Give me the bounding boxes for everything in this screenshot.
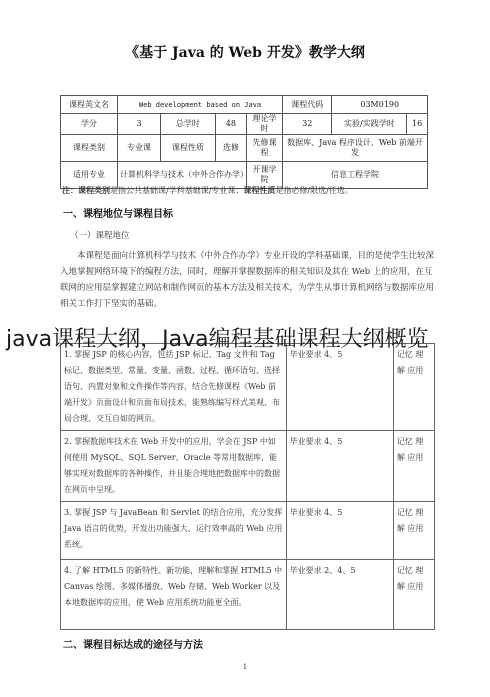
requirement-cell: 毕业要求 4、5 bbox=[286, 431, 393, 502]
table-row bbox=[61, 135, 428, 162]
goal-cell: 3. 掌握 JSP 与 JavaBean 和 Servlet 的结合应用，充分发挥 Java 语言的优势，开发出功能强大、运行效率高的 Web 应用系统。 bbox=[61, 502, 287, 560]
table-cell: 03M0190 bbox=[332, 96, 428, 114]
table-note bbox=[62, 185, 442, 196]
table-cell: 总学时 bbox=[160, 114, 215, 135]
table-cell: 先修课程 bbox=[247, 135, 283, 162]
level-cell: 记忆 理解 应用 bbox=[393, 560, 434, 630]
page-number: 1 bbox=[242, 663, 248, 671]
section-heading: 一、课程地位与课程目标 bbox=[63, 209, 173, 220]
table-cell: 实验/实践学时 bbox=[332, 114, 407, 135]
table-cell: 计算机科学与技术（中外合作办学） bbox=[118, 162, 247, 189]
table-cell: 课程代码 bbox=[283, 96, 332, 114]
goal-cell: 2. 掌握数据库技术在 Web 开发中的应用，学会在 JSP 中如何使用 MySQL、SQL Server、Oracle 等常用数据库，能够实现对数据库的各种操作，并且能合理地把数据库中的数据在网页中呈现。 bbox=[61, 431, 287, 502]
table-cell: 32 bbox=[283, 114, 332, 135]
table-cell: 48 bbox=[215, 114, 246, 135]
table-cell: Web development based on Java bbox=[118, 96, 283, 114]
table-row bbox=[61, 431, 435, 502]
table-cell: 课程性质 bbox=[160, 135, 215, 162]
course-info-table bbox=[60, 95, 428, 189]
table-row bbox=[61, 502, 435, 560]
level-cell: 记忆 理解 应用 bbox=[393, 431, 434, 502]
table-row bbox=[61, 96, 428, 114]
requirement-cell: 毕业要求 4、5 bbox=[286, 344, 393, 431]
table-cell: 信息工程学院 bbox=[283, 162, 428, 189]
table-cell: 适用专业 bbox=[61, 162, 118, 189]
table-cell: 理论学时 bbox=[247, 114, 283, 135]
table-row bbox=[61, 560, 435, 630]
requirement-cell: 毕业要求 2、4、5 bbox=[286, 560, 393, 630]
goal-cell: 1. 掌握 JSP 的核心内容，包括 JSP 标记、Tag 文件和 Tag 标记、数据类型、常量、变量、函数、过程、循环语句、选择语句、内置对象和文件操作等内容，结合先修课程《Web 前端开发》页面设计和页面布局技术，能熟练编写样式美观、布局合理、交互自如的网页。 bbox=[61, 344, 287, 431]
table-cell: 学分 bbox=[61, 114, 118, 135]
table-cell: 3 bbox=[118, 114, 161, 135]
note-term-nature: 课程性质 bbox=[243, 185, 276, 195]
level-cell: 记忆 理解 应用 bbox=[393, 344, 434, 431]
table-cell: 课程英文名 bbox=[61, 96, 118, 114]
table-cell: 课程类别 bbox=[61, 135, 118, 162]
overlay-caption: java课程大纲，Java编程基础课程大纲概览 bbox=[6, 327, 429, 352]
level-cell: 记忆 理解 应用 bbox=[393, 502, 434, 560]
table-cell: 专业课 bbox=[118, 135, 161, 162]
note-label: 注： bbox=[62, 185, 78, 195]
table-row bbox=[61, 114, 428, 135]
table-row bbox=[61, 344, 435, 431]
note-text: 是指公共基础课/学科基础课/专业课； bbox=[110, 186, 244, 195]
course-position-paragraph: 本课程是面向计算机科学与技术（中外合作办学）专业开设的学科基础课，目的是使学生比较深入地掌握网络环境下的编程方法，同时，理解并掌握数据库的相关知识及其在 Web 上的应用，在互联网的应用层掌握建立网站和制作网页的基本方法及相关技术，为学生从事计算机网络与数据库应用相关工作打下坚实的基础。 bbox=[60, 251, 435, 309]
course-goals-table bbox=[60, 343, 435, 630]
requirement-cell: 毕业要求 4、5 bbox=[286, 502, 393, 560]
table-cell: 开课学院 bbox=[247, 162, 283, 189]
subsection-heading: （一）课程地位 bbox=[70, 231, 130, 241]
note-text: 是指必修/限选/任选。 bbox=[275, 186, 353, 195]
goal-cell: 4. 了解 HTML5 的新特性、新功能，理解和掌握 HTML5 中 Canvas 绘图、多媒体播放、Web 存储、Web Worker 以及本地数据库的应用，使 Web 应用系统功能更全面。 bbox=[61, 560, 287, 630]
document-title: 《基于 Java 的 Web 开发》教学大纲 bbox=[125, 45, 365, 61]
table-cell: 数据库、Java 程序设计、Web 前端开发 bbox=[283, 135, 428, 162]
table-cell: 16 bbox=[407, 114, 428, 135]
section-heading: 二、课程目标达成的途径与方法 bbox=[63, 640, 203, 651]
note-term-category: 课程类别 bbox=[78, 185, 110, 195]
table-cell: 选修 bbox=[215, 135, 246, 162]
